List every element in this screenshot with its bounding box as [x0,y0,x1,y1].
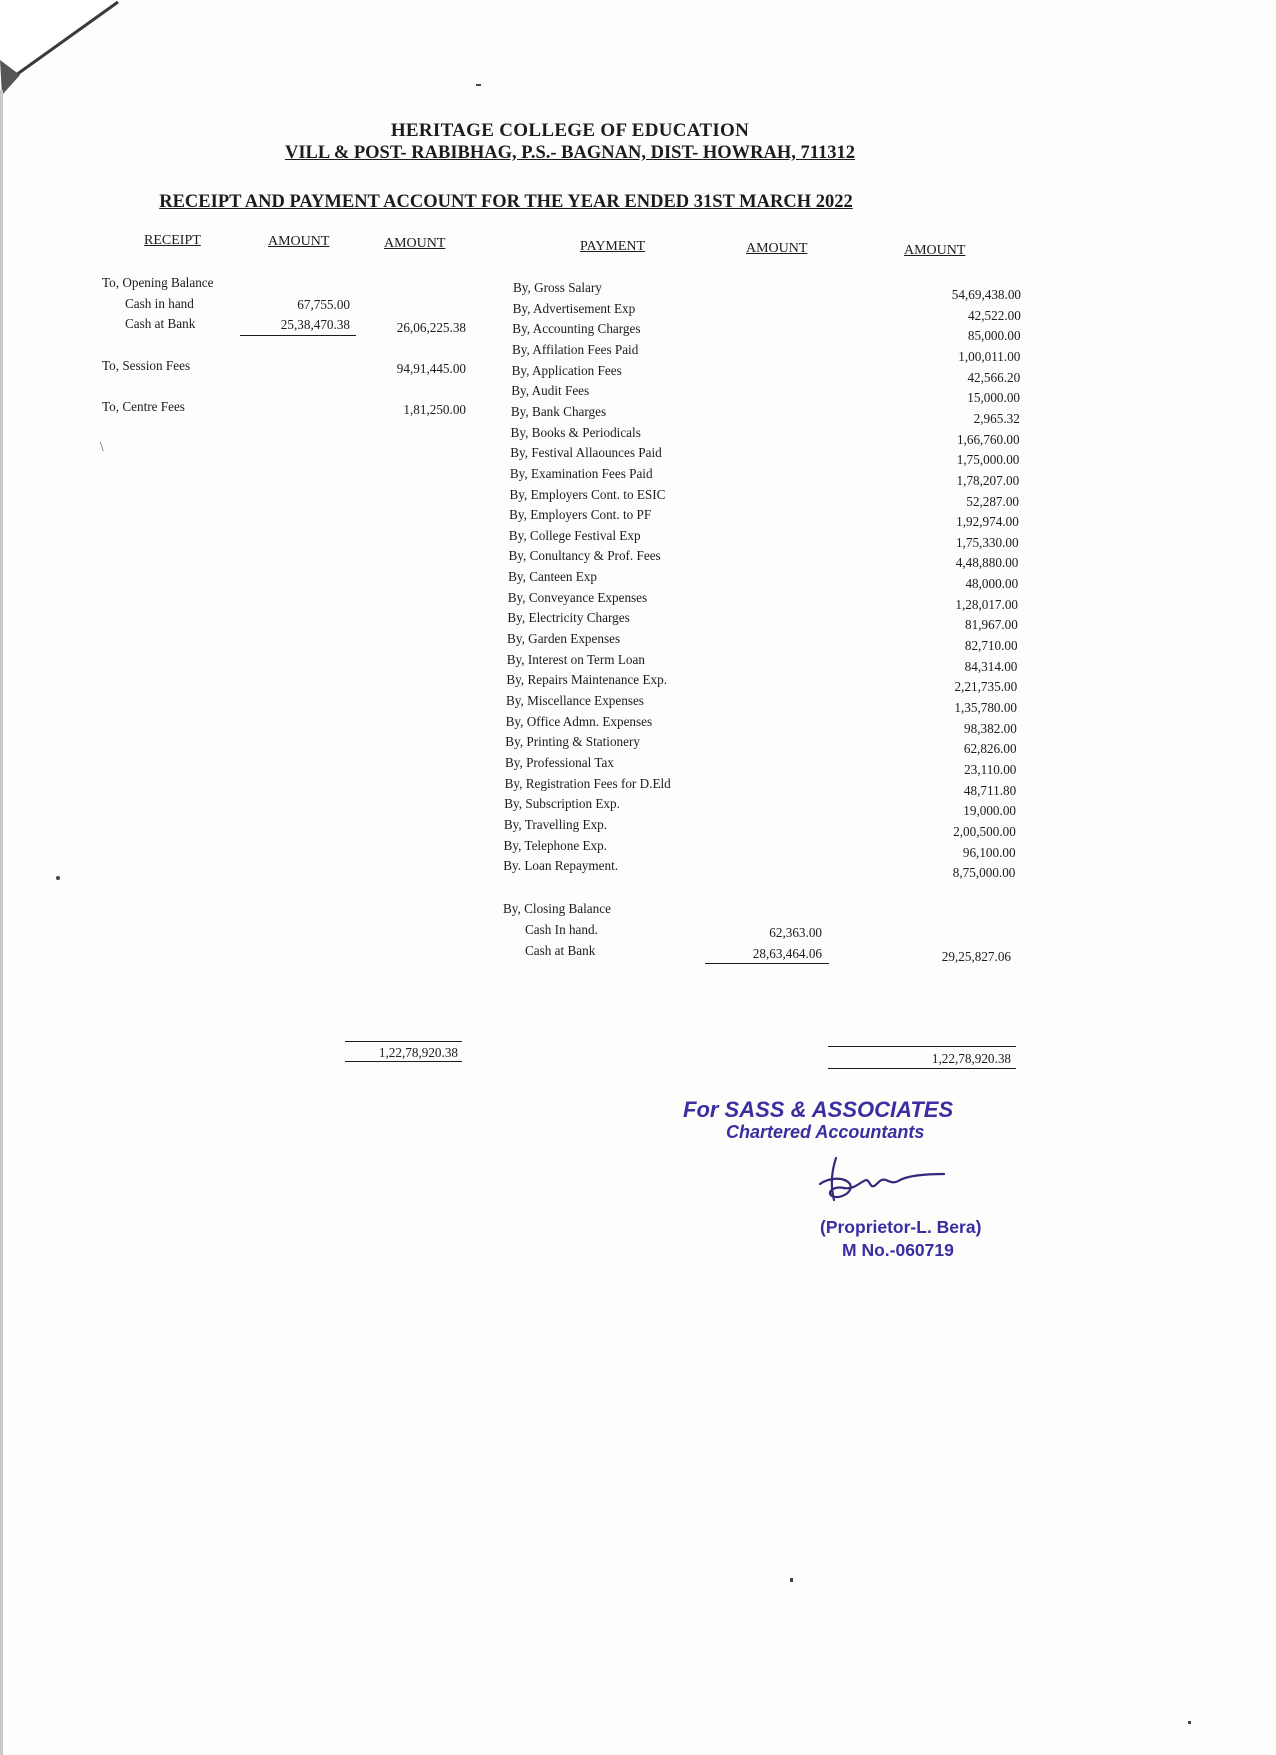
payment-item-amount: 4,48,880.00 [955,555,1019,571]
payment-item-amount: 98,382.00 [964,720,1017,736]
receipt-cash-at-bank-label: Cash at Bank [125,316,196,331]
receipt-grand-total: 1,22,78,920.38 [378,1045,458,1060]
payment-item-label: By, Telephone Exp. [503,837,608,853]
payment-item-label: By, Office Admn. Expenses [505,713,653,729]
payment-item-label: By, Employers Cont. to ESIC [509,486,666,502]
receipt-cash-in-hand-label: Cash in hand [125,296,194,311]
payment-item-label: By, Subscription Exp. [504,796,620,812]
payment-item-amount: 2,965.32 [973,410,1020,426]
payment-item-label: By, Electricity Charges [507,610,630,626]
payment-amount2-header: AMOUNT [904,243,966,258]
payment-cash-in-hand-amount: 62,363.00 [769,925,822,940]
payment-grand-total: 1,22,78,920.38 [931,1051,1011,1066]
payment-item-amount: 82,710.00 [964,638,1018,654]
scan-speck [56,876,60,880]
signature-icon [810,1150,960,1210]
college-address: VILL & POST- RABIBHAG, P.S.- BAGNAN, DIST- HOWRAH, 711312 [284,143,855,163]
proprietor-name: (Proprietor-L. Bera) [820,1217,982,1237]
payment-item-amount: 48,000.00 [965,576,1019,592]
payment-subtotal-underline [705,963,829,964]
payment-item-amount: 15,000.00 [967,390,1020,406]
payment-item-label: By, Printing & Stationery [505,734,640,750]
payment-item-amount: 52,287.00 [966,493,1019,509]
payment-item-amount: 2,00,500.00 [953,823,1016,839]
scan-edge [0,90,3,1755]
scan-speck [476,84,481,86]
payment-cash-in-hand-label: Cash In hand. [525,922,598,937]
payment-item-amount: 85,000.00 [967,328,1021,344]
receipt-amount1-header: AMOUNT [268,234,330,249]
payment-item-label: By, Miscellance Expenses [506,693,644,708]
payment-item-amount: 1,35,780.00 [954,700,1017,715]
payment-item-label: By, Professional Tax [504,754,614,770]
payment-item-label: By. Loan Repayment. [503,858,619,874]
payment-item-amount: 54,69,438.00 [951,287,1021,302]
receipt-total-underline [345,1061,462,1062]
payment-item-amount: 42,522.00 [968,307,1021,323]
payment-item-amount: 62,826.00 [963,741,1017,757]
payment-item-amount: 1,75,330.00 [955,534,1019,550]
payment-item-amount: 1,00,011.00 [958,348,1021,364]
payment-item-label: By, Employers Cont. to PF [509,507,652,523]
scan-speck [790,1578,793,1582]
receipt-subtotal-underline [240,335,356,336]
college-name: HERITAGE COLLEGE OF EDUCATION [390,120,750,141]
payment-item-amount: 84,314.00 [964,658,1018,674]
stray-mark: \ [100,439,104,454]
payment-item-amount: 19,000.00 [963,803,1016,819]
payment-item-amount: 96,100.00 [962,844,1016,860]
payment-item-label: By, Advertisement Exp [512,300,636,316]
membership-number: M No.-060719 [842,1240,954,1260]
session-fees-amount: 94,91,445.00 [396,361,466,376]
payment-item-label: By, Application Fees [511,362,622,378]
statement-title: RECEIPT AND PAYMENT ACCOUNT FOR THE YEAR ENDED 31ST MARCH 2022 [159,192,853,212]
centre-fees-label: To, Centre Fees [102,399,185,414]
receipt-amount2-header: AMOUNT [384,236,446,251]
payment-item-amount: 1,28,017.00 [955,596,1018,612]
payment-cash-at-bank-amount: 28,63,464.06 [752,946,822,961]
payment-amount1-header: AMOUNT [746,241,808,256]
payment-item-amount: 42,566.20 [967,369,1021,385]
receipt-cash-in-hand-amount: 67,755.00 [297,297,350,312]
payment-item-amount: 1,92,974.00 [956,514,1019,530]
closing-balance-total: 29,25,827.06 [941,949,1011,964]
payment-item-label: By, Repairs Maintenance Exp. [506,672,667,688]
payment-item-amount: 23,110.00 [964,761,1017,777]
payment-item-label: By, Interest on Term Loan [506,651,645,667]
payment-item-label: By, Books & Periodicals [510,424,641,440]
payment-item-label: By, Examination Fees Paid [509,465,653,481]
receipt-cash-at-bank-amount: 25,38,470.38 [280,317,350,332]
payment-item-label: By, Garden Expenses [507,631,621,647]
folded-corner-mark [0,0,130,110]
payment-item-amount: 1,78,207.00 [956,472,1020,488]
payment-item-label: By, Bank Charges [510,403,607,419]
receipt-col-header: RECEIPT [144,233,201,248]
payment-col-header: PAYMENT [580,239,646,254]
payment-total-underline [828,1068,1016,1069]
session-fees-label: To, Session Fees [102,358,191,373]
payment-item-amount: 2,21,735.00 [954,679,1018,695]
receipt-total-overline [345,1041,462,1042]
payment-item-amount: 8,75,000.00 [952,865,1016,881]
payment-item-label: By, Registration Fees for D.Eld [504,775,671,791]
centre-fees-amount: 1,81,250.00 [403,402,466,417]
payment-item-label: By, Travelling Exp. [503,816,608,832]
firm-name: For SASS & ASSOCIATES [683,1097,954,1122]
payment-item-label: By, Canteen Exp [508,569,597,585]
payment-item-amount: 81,967.00 [965,617,1018,633]
scan-speck [1188,1721,1191,1724]
opening-balance-total: 26,06,225.38 [396,320,466,335]
payment-item-label: By, Audit Fees [511,383,590,399]
payment-item-label: By, Gross Salary [513,280,602,295]
payment-item-amount: 48,711.80 [963,782,1017,798]
payment-item-label: By, Festival Allaounces Paid [510,445,662,461]
payment-item-label: By, Affilation Fees Paid [511,341,639,357]
payment-item-amount: 1,66,760.00 [956,431,1020,447]
payment-item-label: By, Accounting Charges [512,321,641,337]
payment-cash-at-bank-label: Cash at Bank [525,943,596,958]
payment-item-label: By, College Festival Exp [508,527,641,543]
opening-balance-label: To, Opening Balance [102,275,214,290]
payment-item-label: By, Conveyance Expenses [507,589,648,605]
payment-item-label: By, Conultancy & Prof. Fees [508,548,661,564]
firm-subtitle: Chartered Accountants [726,1122,925,1142]
closing-balance-label: By, Closing Balance [503,901,611,916]
payment-total-overline [828,1046,1016,1047]
payment-item-amount: 1,75,000.00 [956,452,1020,468]
